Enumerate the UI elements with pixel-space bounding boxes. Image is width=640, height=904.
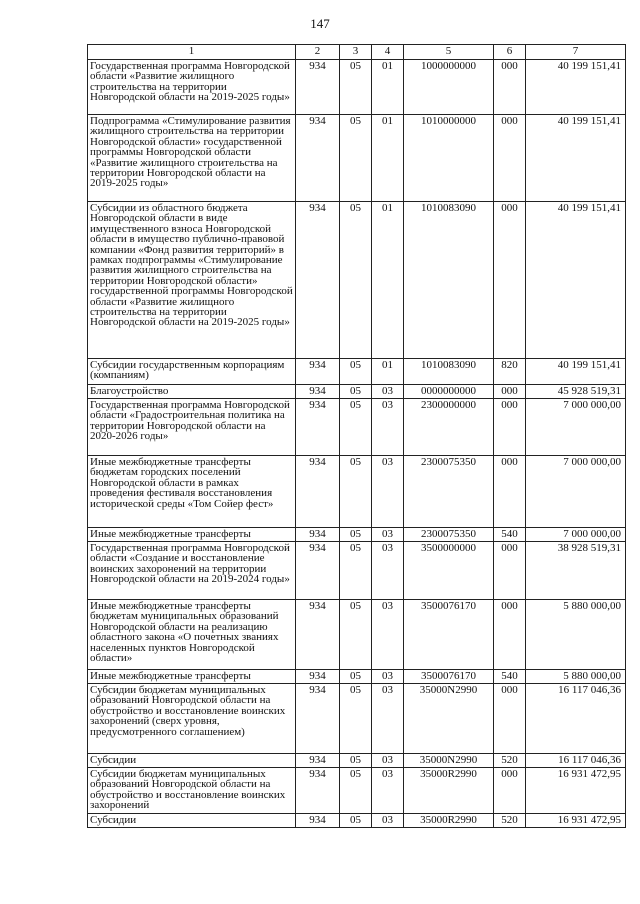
- expense-type-code: 000: [494, 542, 526, 600]
- ministry-code: 934: [296, 60, 340, 115]
- expense-type-code: 000: [494, 202, 526, 359]
- subsection-code: 01: [372, 115, 404, 202]
- subsection-code: 03: [372, 542, 404, 600]
- table-row: [88, 754, 626, 768]
- table-row: [88, 60, 626, 115]
- column-header: 5: [404, 45, 494, 60]
- subsection-code: 03: [372, 385, 404, 399]
- section-code: 05: [340, 456, 372, 528]
- table-row: [88, 684, 626, 754]
- subsection-code: 03: [372, 399, 404, 456]
- target-article-code: 1000000000: [404, 60, 494, 115]
- section-code: 05: [340, 600, 372, 670]
- subsection-code: 03: [372, 670, 404, 684]
- header-row: [88, 45, 626, 60]
- column-header: 4: [372, 45, 404, 60]
- target-article-code: 2300075350: [404, 528, 494, 542]
- section-code: 05: [340, 814, 372, 828]
- ministry-code: 934: [296, 754, 340, 768]
- expense-type-code: 540: [494, 670, 526, 684]
- table-row: [88, 202, 626, 359]
- ministry-code: 934: [296, 768, 340, 814]
- target-article-code: 35000N2990: [404, 754, 494, 768]
- target-article-code: 3500000000: [404, 542, 494, 600]
- row-name: Государственная программа Новгородской области «Развитие жилищного строительства на территории Новгородской области на 2019-2025 годы»: [88, 60, 296, 115]
- amount: 7 000 000,00: [526, 528, 626, 542]
- row-name: Иные межбюджетные трансферты: [88, 670, 296, 684]
- amount: 16 931 472,95: [526, 768, 626, 814]
- subsection-code: 01: [372, 60, 404, 115]
- table-body: [88, 60, 626, 828]
- expense-type-code: 000: [494, 60, 526, 115]
- column-header: 2: [296, 45, 340, 60]
- row-name: Благоустройство: [88, 385, 296, 399]
- ministry-code: 934: [296, 542, 340, 600]
- target-article-code: 3500076170: [404, 600, 494, 670]
- section-code: 05: [340, 60, 372, 115]
- subsection-code: 01: [372, 359, 404, 385]
- section-code: 05: [340, 115, 372, 202]
- subsection-code: 03: [372, 768, 404, 814]
- amount: 40 199 151,41: [526, 60, 626, 115]
- target-article-code: 1010083090: [404, 359, 494, 385]
- expense-type-code: 520: [494, 754, 526, 768]
- amount: 5 880 000,00: [526, 600, 626, 670]
- table-row: [88, 768, 626, 814]
- expense-type-code: 000: [494, 456, 526, 528]
- table-row: [88, 670, 626, 684]
- section-code: 05: [340, 754, 372, 768]
- amount: 38 928 519,31: [526, 542, 626, 600]
- target-article-code: 1010000000: [404, 115, 494, 202]
- expense-type-code: 000: [494, 684, 526, 754]
- ministry-code: 934: [296, 528, 340, 542]
- expense-type-code: 000: [494, 399, 526, 456]
- section-code: 05: [340, 542, 372, 600]
- ministry-code: 934: [296, 385, 340, 399]
- ministry-code: 934: [296, 115, 340, 202]
- amount: 16 117 046,36: [526, 754, 626, 768]
- table-row: [88, 600, 626, 670]
- section-code: 05: [340, 768, 372, 814]
- ministry-code: 934: [296, 684, 340, 754]
- subsection-code: 03: [372, 684, 404, 754]
- section-code: 05: [340, 399, 372, 456]
- row-name: Субсидии бюджетам муниципальных образований Новгородской области на обустройство и восстановление воинских захоронений (сверх уровня, предусмотренного соглашением): [88, 684, 296, 754]
- target-article-code: 2300000000: [404, 399, 494, 456]
- section-code: 05: [340, 385, 372, 399]
- expense-type-code: 000: [494, 768, 526, 814]
- ministry-code: 934: [296, 202, 340, 359]
- row-name: Субсидии: [88, 754, 296, 768]
- table-row: [88, 456, 626, 528]
- ministry-code: 934: [296, 600, 340, 670]
- table-row: [88, 115, 626, 202]
- amount: 40 199 151,41: [526, 359, 626, 385]
- expense-type-code: 520: [494, 814, 526, 828]
- expense-type-code: 540: [494, 528, 526, 542]
- section-code: 05: [340, 670, 372, 684]
- amount: 5 880 000,00: [526, 670, 626, 684]
- row-name: Субсидии из областного бюджета Новгородской области в виде имущественного взноса Новгородской области в имущество публично-правовой компании «Фонд развития территорий» в рамках подпрограммы «Стимулирование развития жилищного строительства на территории Новгородской области» государственной программы Новгородской области «Развитие жилищного строительства на территории Новгородской области на 2019-2025 годы»: [88, 202, 296, 359]
- section-code: 05: [340, 528, 372, 542]
- amount: 16 931 472,95: [526, 814, 626, 828]
- target-article-code: 35000R2990: [404, 814, 494, 828]
- table-row: [88, 359, 626, 385]
- ministry-code: 934: [296, 359, 340, 385]
- subsection-code: 03: [372, 456, 404, 528]
- row-name: Иные межбюджетные трансферты: [88, 528, 296, 542]
- amount: 40 199 151,41: [526, 115, 626, 202]
- column-header: 7: [526, 45, 626, 60]
- subsection-code: 03: [372, 600, 404, 670]
- table-row: [88, 528, 626, 542]
- amount: 40 199 151,41: [526, 202, 626, 359]
- section-code: 05: [340, 684, 372, 754]
- row-name: Государственная программа Новгородской области «Градостроительная политика на территории Новгородской области на 2020-2026 годы»: [88, 399, 296, 456]
- row-name: Субсидии государственным корпорациям (компаниям): [88, 359, 296, 385]
- amount: 16 117 046,36: [526, 684, 626, 754]
- subsection-code: 01: [372, 202, 404, 359]
- expense-type-code: 000: [494, 385, 526, 399]
- amount: 7 000 000,00: [526, 399, 626, 456]
- target-article-code: 1010083090: [404, 202, 494, 359]
- section-code: 05: [340, 202, 372, 359]
- row-name: Подпрограмма «Стимулирование развития жилищного строительства на территории Новгородской области» государственной программы Новгородской области «Развитие жилищного строительства на территории Новгородской области на 2019-2025 годы»: [88, 115, 296, 202]
- target-article-code: 35000R2990: [404, 768, 494, 814]
- section-code: 05: [340, 359, 372, 385]
- column-header: 1: [88, 45, 296, 60]
- page-number: 147: [310, 16, 330, 31]
- table-row: [88, 814, 626, 828]
- subsection-code: 03: [372, 754, 404, 768]
- table-row: [88, 542, 626, 600]
- ministry-code: 934: [296, 814, 340, 828]
- row-name: Иные межбюджетные трансферты бюджетам муниципальных образований Новгородской области на реализацию областного закона «О почетных званиях населенных пунктов Новгородской области»: [88, 600, 296, 670]
- table-row: [88, 399, 626, 456]
- ministry-code: 934: [296, 670, 340, 684]
- expense-type-code: 820: [494, 359, 526, 385]
- target-article-code: 2300075350: [404, 456, 494, 528]
- target-article-code: 3500076170: [404, 670, 494, 684]
- subsection-code: 03: [372, 814, 404, 828]
- row-name: Субсидии бюджетам муниципальных образований Новгородской области на обустройство и восстановление воинских захоронений: [88, 768, 296, 814]
- row-name: Иные межбюджетные трансферты бюджетам городских поселений Новгородской области в рамках проведения фестиваля восстановления исторической среды «Том Сойер фест»: [88, 456, 296, 528]
- table-row: [88, 385, 626, 399]
- ministry-code: 934: [296, 456, 340, 528]
- ministry-code: 934: [296, 399, 340, 456]
- budget-table: [87, 44, 626, 828]
- amount: 45 928 519,31: [526, 385, 626, 399]
- row-name: Субсидии: [88, 814, 296, 828]
- subsection-code: 03: [372, 528, 404, 542]
- column-header: 3: [340, 45, 372, 60]
- expense-type-code: 000: [494, 115, 526, 202]
- expense-type-code: 000: [494, 600, 526, 670]
- column-header: 6: [494, 45, 526, 60]
- target-article-code: 0000000000: [404, 385, 494, 399]
- target-article-code: 35000N2990: [404, 684, 494, 754]
- row-name: Государственная программа Новгородской области «Создание и восстановление воинских захоронений на территории Новгородской области на 2019-2024 годы»: [88, 542, 296, 600]
- amount: 7 000 000,00: [526, 456, 626, 528]
